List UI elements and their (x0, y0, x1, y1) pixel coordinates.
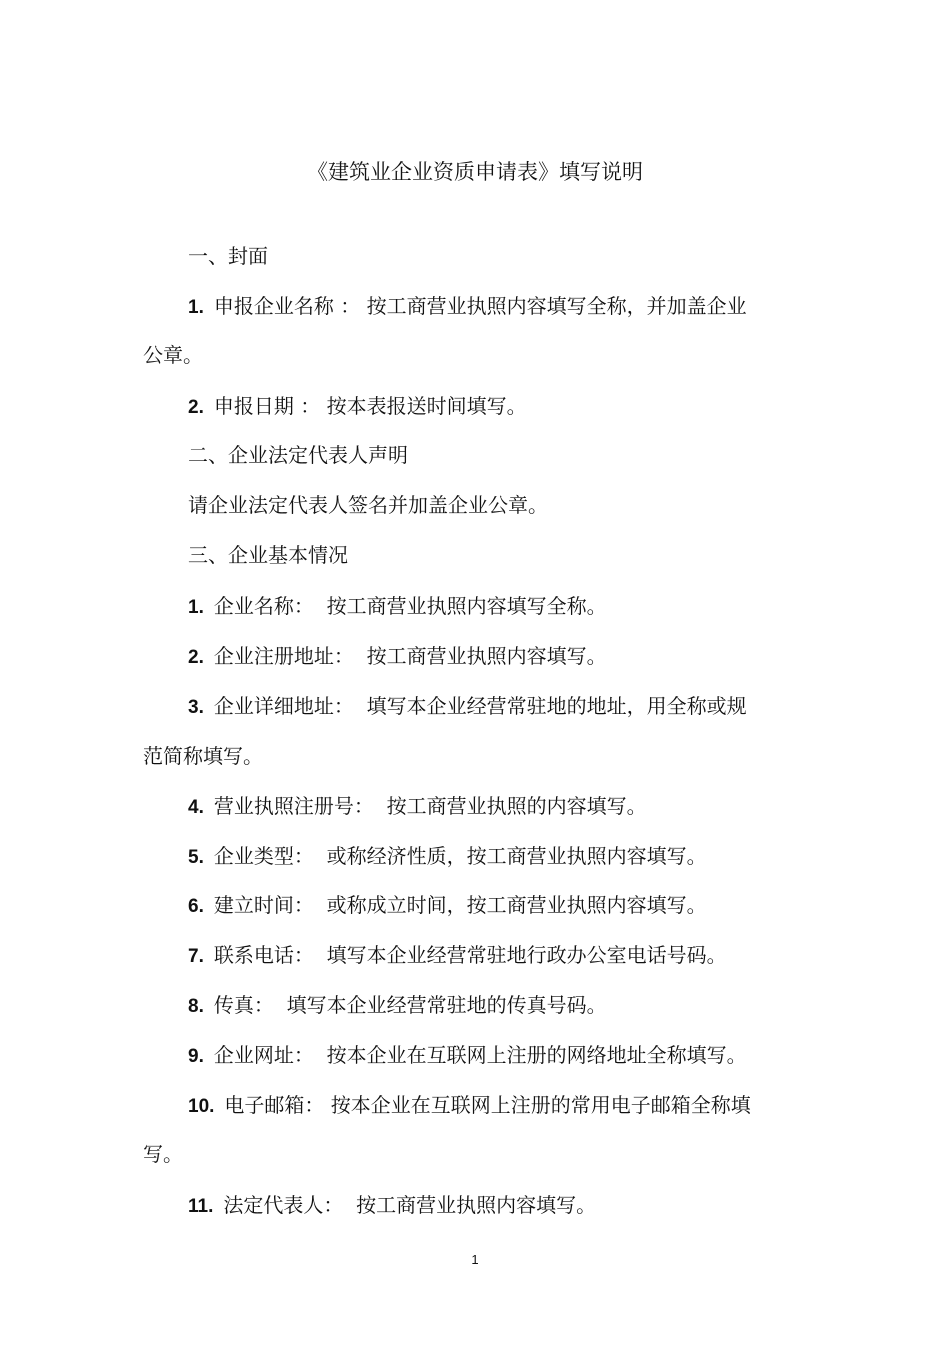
basic-info-item-11 (188, 1190, 596, 1222)
item-text: 按本企业在互联网上注册的常用电子邮箱全称填 (330, 1093, 751, 1117)
item-label: 企业类型： (213, 844, 314, 868)
item-label: 企业详细地址： (213, 694, 354, 718)
item-number: 5. (188, 847, 204, 868)
item-text: 或称经济性质，按工商营业执照内容填写。 (326, 844, 707, 868)
item-text: 按工商营业执照内容填写。 (356, 1193, 597, 1217)
item-number: 1. (188, 597, 204, 618)
legal-statement-text: 请企业法定代表人签名并加盖企业公章。 (188, 493, 548, 517)
cover-item-2 (188, 391, 527, 423)
item-label: 法定代表人： (223, 1193, 344, 1217)
item-label: 营业执照注册号： (213, 794, 374, 818)
item-text: 填写本企业经营常驻地的地址，用全称或规 (366, 694, 747, 718)
basic-info-item-4 (188, 791, 647, 823)
basic-info-item-2 (188, 641, 607, 673)
item-number: 3. (188, 697, 204, 718)
item-number: 8. (188, 996, 204, 1017)
basic-info-item-5 (188, 841, 707, 873)
item-label: 申报企业名称 ： (213, 294, 361, 318)
item-number: 6. (188, 896, 204, 917)
section-heading-legal-statement: 二、企业法定代表人声明 (188, 443, 408, 467)
item-number: 4. (188, 797, 204, 818)
item-text: 按工商营业执照内容填写全称。 (326, 594, 607, 618)
item-label: 建立时间： (213, 893, 314, 917)
cover-item-1 (188, 291, 747, 323)
item-number: 11. (188, 1196, 214, 1217)
item-text: 按本表报送时间填写。 (326, 394, 527, 418)
item-text: 或称成立时间，按工商营业执照内容填写。 (326, 893, 707, 917)
item-number: 2. (188, 397, 204, 418)
item-text: 填写本企业经营常驻地行政办公室电话号码。 (326, 943, 727, 967)
item-label: 申报日期 ： (213, 394, 321, 418)
basic-info-item-8 (188, 990, 607, 1022)
item-number: 9. (188, 1046, 204, 1067)
basic-info-item-10 (188, 1090, 751, 1122)
item-text: 按工商营业执照内容填写。 (366, 644, 607, 668)
item-label: 企业名称： (213, 594, 314, 618)
item-label: 传真： (213, 993, 274, 1017)
item-label: 电子邮箱： (224, 1093, 325, 1117)
document-title: 《建筑业企业资质申请表》填写说明 (307, 160, 643, 184)
basic-info-item-7 (188, 940, 727, 972)
basic-info-item-9 (188, 1040, 747, 1072)
item-label: 企业注册地址： (213, 644, 354, 668)
item-text: 填写本企业经营常驻地的传真号码。 (286, 993, 607, 1017)
section-heading-cover: 一、封面 (188, 244, 268, 268)
item-text: 按工商营业执照内容填写全称，并加盖企业 (366, 294, 747, 318)
item-number: 2. (188, 647, 204, 668)
section-heading-basic-info: 三、企业基本情况 (188, 543, 348, 567)
cover-item-1-continuation: 公章。 (143, 343, 203, 367)
item-number: 7. (188, 946, 204, 967)
basic-info-item-6 (188, 890, 707, 922)
item-number: 10. (188, 1096, 215, 1117)
basic-info-item-10-continuation: 写。 (143, 1142, 183, 1166)
item-text: 按工商营业执照的内容填写。 (386, 794, 647, 818)
basic-info-item-1 (188, 591, 607, 623)
page-number: 1 (471, 1252, 479, 1267)
item-label: 企业网址： (213, 1043, 314, 1067)
item-label: 联系电话： (213, 943, 314, 967)
item-number: 1. (188, 297, 204, 318)
basic-info-item-3 (188, 691, 747, 723)
item-text: 按本企业在互联网上注册的网络地址全称填写。 (326, 1043, 747, 1067)
basic-info-item-3-continuation: 范简称填写。 (143, 744, 263, 768)
